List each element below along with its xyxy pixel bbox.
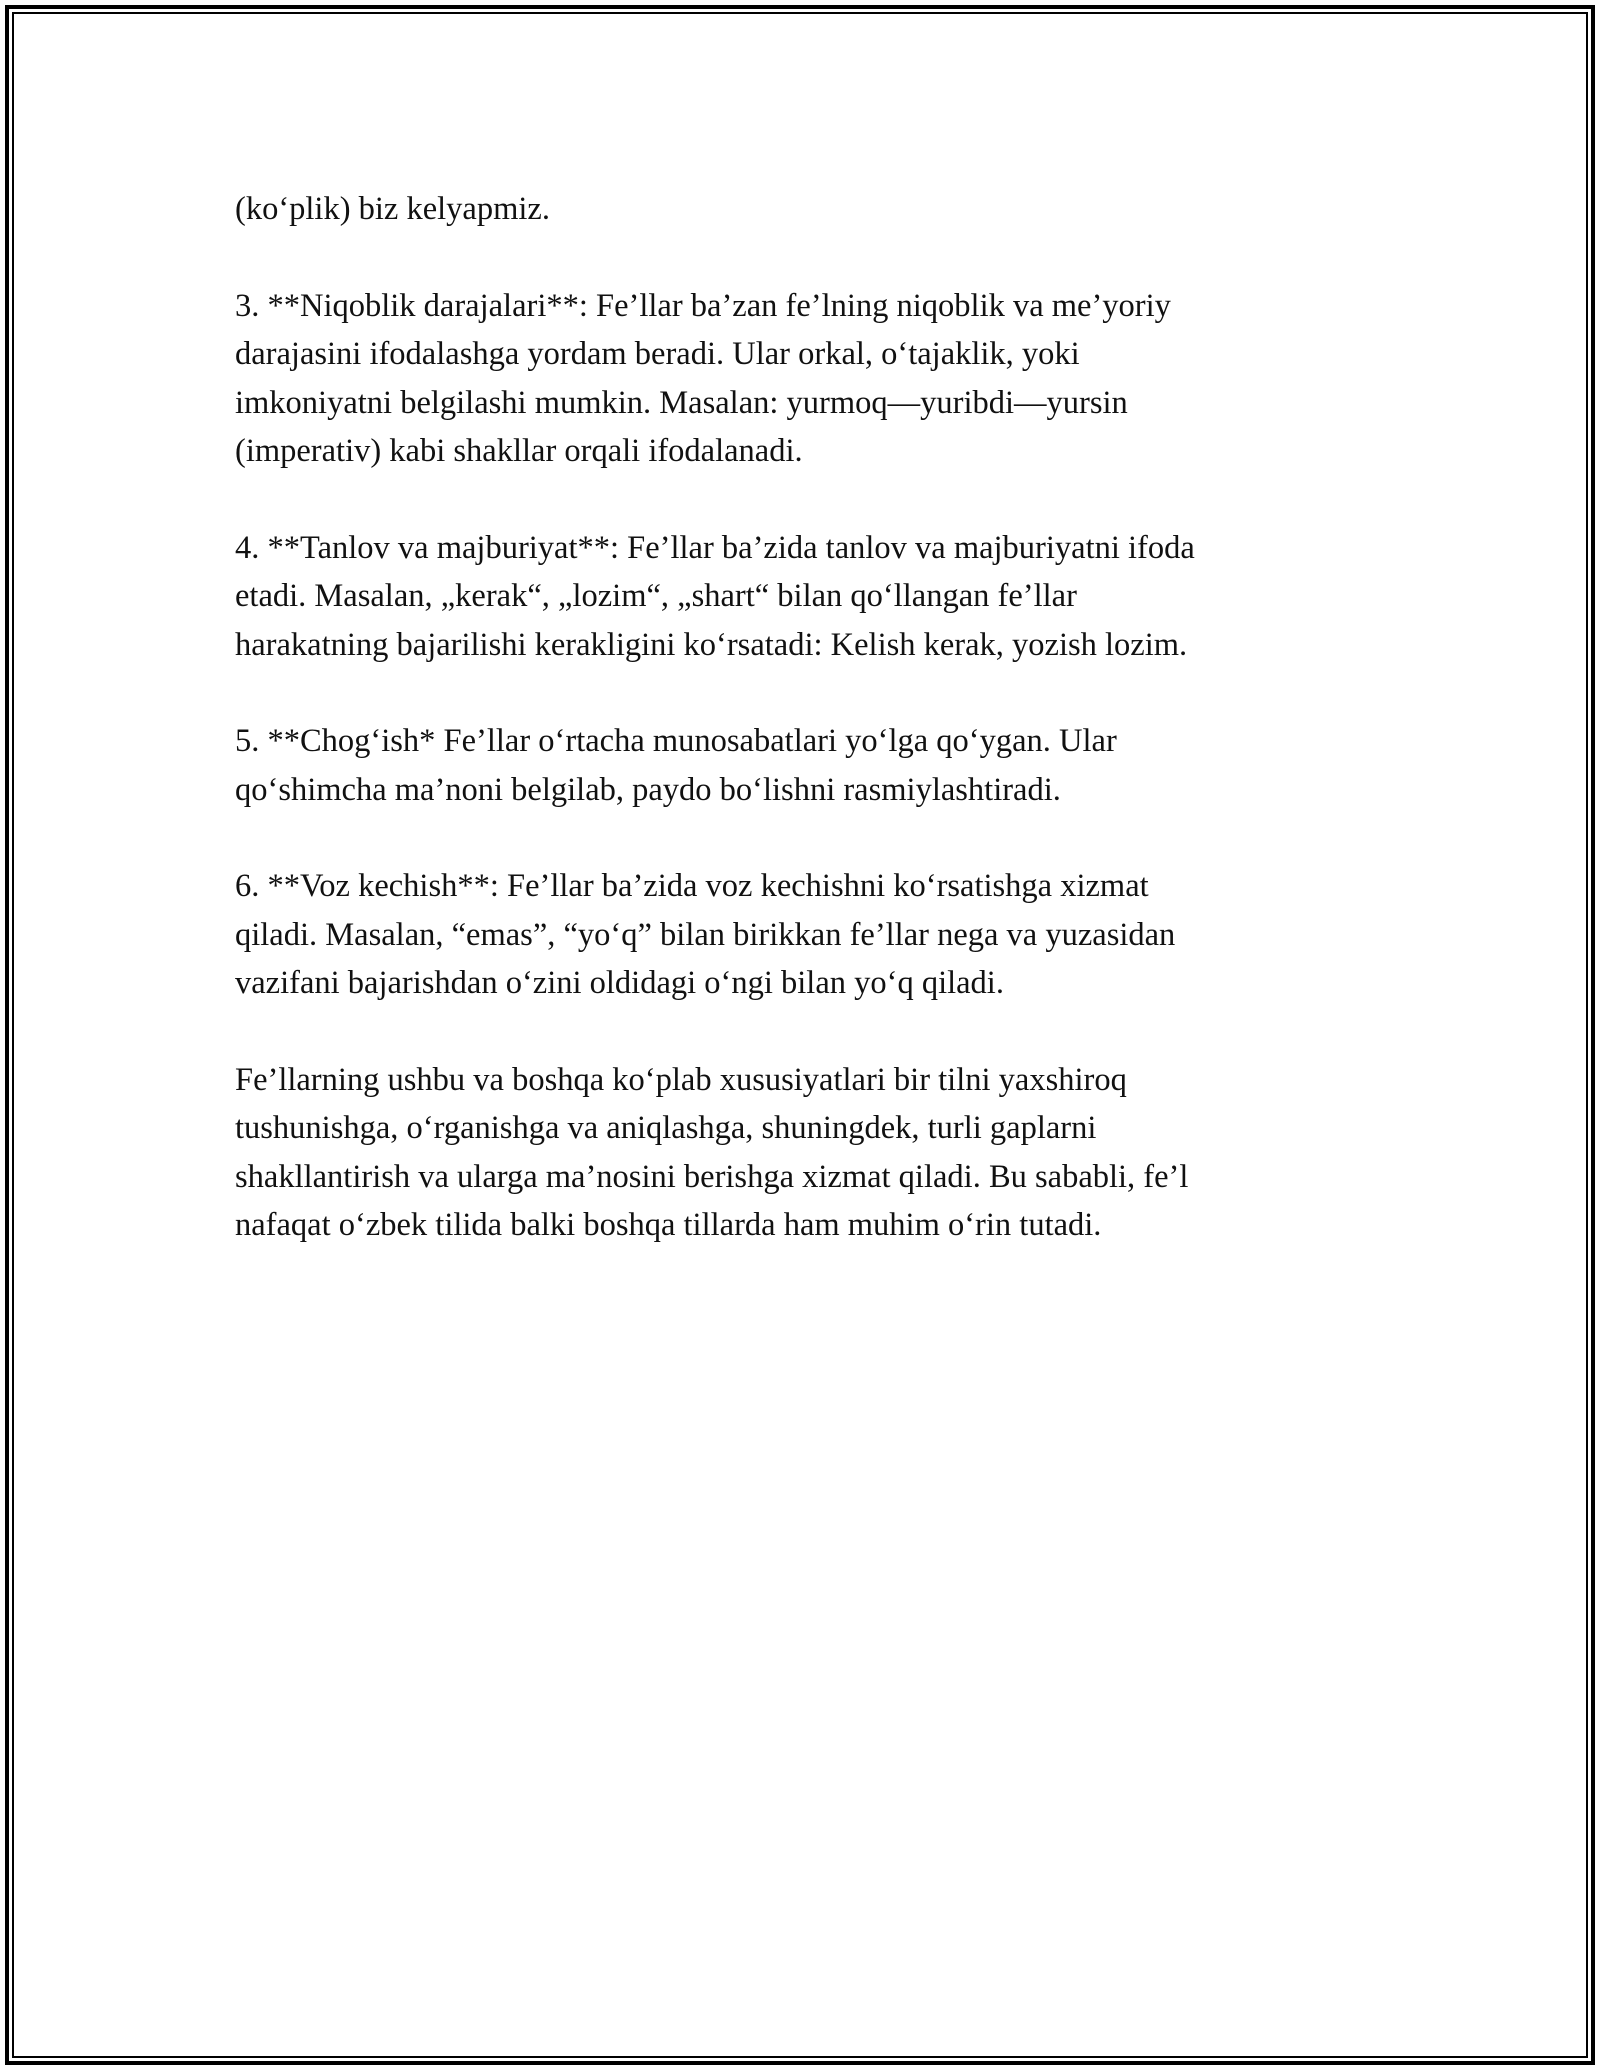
- text-line: 5. **Chog‘ish* Fe’llar o‘rtacha munosabatlari yo‘lga qo‘ygan. Ular: [235, 723, 1117, 759]
- text-line: qiladi. Masalan, “emas”, “yo‘q” bilan birikkan fe’llar nega va yuzasidan: [235, 916, 1176, 953]
- paragraph-chogish: [235, 717, 1355, 814]
- text-line: 3. **Niqoblik darajalari**: Fe’llar ba’zan fe’lning niqoblik va me’yoriy: [235, 287, 1171, 324]
- paragraph-conclusion: [235, 1056, 1355, 1250]
- text-line: harakatning bajarilishi kerakligini ko‘rsatadi: Kelish kerak, yozish lozim.: [235, 626, 1188, 663]
- text-line: qo‘shimcha ma’noni belgilab, paydo bo‘lishni rasmiylashtiradi.: [235, 771, 1061, 808]
- text-line: imkoniyatni belgilashi mumkin. Masalan: yurmoq—yuribdi—yursin: [235, 384, 1128, 421]
- text-line: (imperativ) kabi shakllar orqali ifodalanadi.: [235, 433, 803, 469]
- paragraph-niqoblik-darajalari: [235, 282, 1355, 476]
- text-line: (ko‘plik) biz kelyapmiz.: [235, 191, 550, 227]
- paragraph-plural-example: [235, 185, 1355, 234]
- text-line: Fe’llarning ushbu va boshqa ko‘plab xususiyatlari bir tilni yaxshiroq: [235, 1061, 1127, 1098]
- text-line: etadi. Masalan, „kerak“, „lozim“, „shart“ bilan qo‘llangan fe’llar: [235, 578, 1077, 614]
- text-line: vazifani bajarishdan o‘zini oldidagi o‘ngi bilan yo‘q qiladi.: [235, 965, 1004, 1001]
- paragraph-tanlov-va-majburiyat: [235, 524, 1355, 670]
- text-line: 4. **Tanlov va majburiyat**: Fe’llar ba’zida tanlov va majburiyatni ifoda: [235, 529, 1195, 566]
- text-line: nafaqat o‘zbek tilida balki boshqa tillarda ham muhim o‘rin tutadi.: [235, 1207, 1102, 1243]
- text-line: tushunishga, o‘rganishga va aniqlashga, shuningdek, turli gaplarni: [235, 1110, 1097, 1146]
- text-line: shakllantirish va ularga ma’nosini berishga xizmat qiladi. Bu sababli, fe’l: [235, 1158, 1189, 1195]
- document-body: [235, 185, 1355, 1298]
- paragraph-voz-kechish: [235, 862, 1355, 1008]
- text-line: darajasini ifodalashga yordam beradi. Ular orkal, o‘tajaklik, yoki: [235, 336, 1080, 372]
- text-line: 6. **Voz kechish**: Fe’llar ba’zida voz kechishni ko‘rsatishga xizmat: [235, 868, 1149, 904]
